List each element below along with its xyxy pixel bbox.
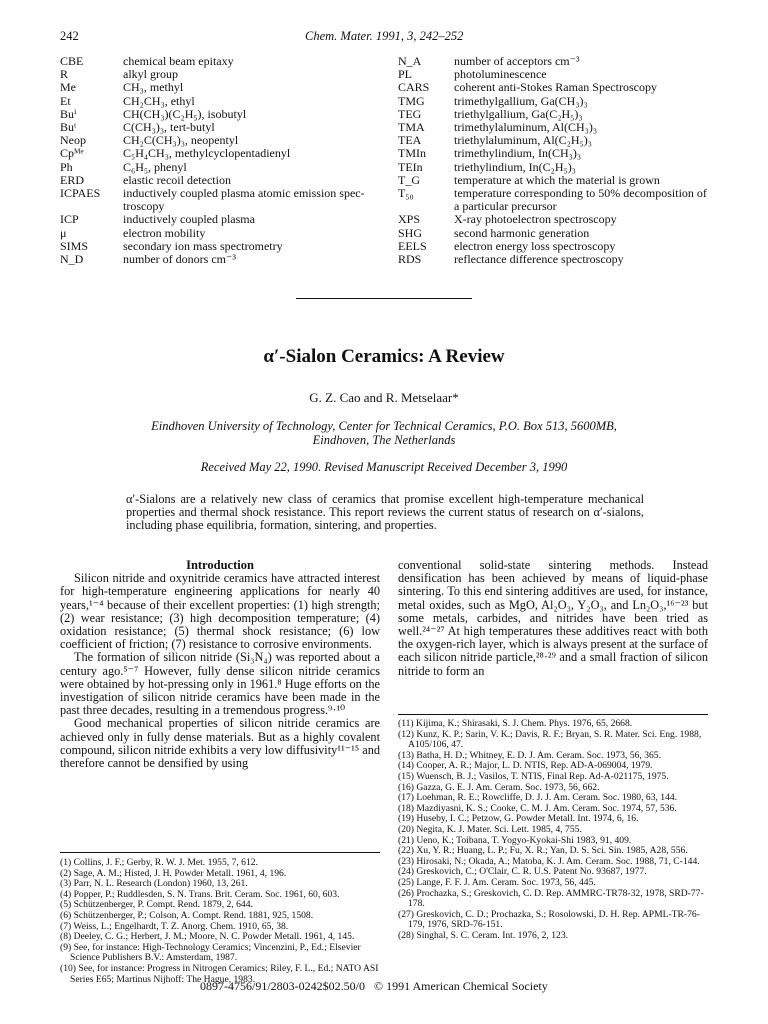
footnote: (19) Huseby, I. C.; Petzow, G. Powder Metall. Int. 1974, 6, 16. (398, 813, 639, 825)
abbreviation-definition: temperature at which the material is grown (454, 172, 660, 187)
abbreviation-row (60, 227, 380, 240)
affiliation-line-1: Eindhoven University of Technology, Center for Technical Ceramics, P.O. Box 513, 5600MB, (151, 419, 617, 433)
abbreviation-row (398, 213, 708, 226)
abbreviation-row (60, 147, 380, 160)
abbreviation-term: T_G (398, 172, 420, 187)
abbreviation-definition: number of acceptors cm⁻³ (454, 54, 580, 68)
abbreviation-term: R (60, 67, 69, 82)
footnote: (22) Xu, Y. R.; Huang, L. P.; Fu, X. R.; Yan, D. S. Sci. Sin. 1985, A28, 556. (398, 845, 688, 857)
footnote: (8) Deeley, C. G.; Herbert, J. M.; Moore, N. C. Powder Metall. 1961, 4, 145. (60, 931, 355, 943)
abbreviation-term: CARS (398, 80, 430, 95)
footnote: (5) Schützenberger, P. Compt. Rend. 1879, 2, 644. (60, 899, 253, 911)
abbreviation-term: N_A (398, 54, 422, 68)
abbreviation-row (60, 213, 380, 226)
abbreviation-definition: elastic recoil detection (123, 172, 231, 187)
abbreviation-definition: electron energy loss spectroscopy (454, 238, 616, 253)
abbreviation-row (398, 227, 708, 240)
abbreviation-row (398, 95, 708, 108)
abbreviation-definition: trimethylgallium, Ga(CH₃)₃ (454, 93, 588, 108)
footnote: (24) Greskovich, C.; O'Clair, C. R. U.S. Patent No. 93687, 1977. (398, 866, 647, 878)
journal-citation: Chem. Mater. 1991, 3, 242–252 (305, 29, 464, 43)
abbreviation-definition: CH₂C(CH₃)₃, neopentyl (123, 133, 239, 148)
abbreviation-term: SHG (398, 225, 423, 240)
body-paragraph: Silicon nitride and oxynitride ceramics have attracted interest for high-temperature engineering applications for nearly 40 years,¹⁻⁴ because of their excellent properties: (1) high strength; (2) wear resistance; (3) high decomposition temperature; (4) oxidation resistance; (5) thermal shock resistance; (6) low coefficient of friction; (7) resistance to corrosive environments. (60, 571, 380, 652)
abbreviation-row (398, 81, 708, 94)
page-footer (200, 979, 620, 994)
abbreviation-definition: alkyl group (123, 67, 178, 82)
abbreviation-definition: trimethylaluminum, Al(CH₃)₃ (454, 120, 598, 135)
abbreviation-term: Neop (60, 133, 86, 148)
abbreviation-term: Buᵗ (60, 120, 77, 135)
body-paragraph: The formation of silicon nitride (Si₃N₄) was reported about a century ago.⁵⁻⁷ However, fully dense silicon nitride ceramics were obtained by hot-pressing only in 1961.⁸ Huge efforts on the investigation of silicon nitride ceramics have been made in the past three decades, resulting in a tremendous progress.⁹·¹⁰ (60, 650, 380, 718)
abbreviation-term: CBE (60, 54, 84, 68)
abbreviation-term: TMIn (398, 146, 426, 161)
abbreviation-row (60, 68, 380, 81)
abbreviation-term: Et (60, 93, 71, 108)
abbreviation-term: Me (60, 80, 76, 95)
abbreviation-term: Ph (60, 159, 73, 174)
footnote: (2) Sage, A. M.; Histed, J. H. Powder Metall. 1961, 4, 196. (60, 867, 287, 879)
abbreviation-term: EELS (398, 238, 427, 253)
body-column-right (398, 559, 708, 678)
footnotes-left (60, 852, 380, 985)
abbreviation-definition: triethylindium, In(C₂H₅)₃ (454, 159, 576, 174)
abbreviation-term: ERD (60, 172, 84, 187)
abstract: α′-Sialons are a relatively new class of ceramics that promise excellent high-temperature mechanical properties and thermal shock resistance. This report reviews the current status of research on α′-sialons, including phase equilibria, formation, sintering, and properties. (126, 492, 644, 532)
abbreviation-definition: X-ray photoelectron spectroscopy (454, 212, 617, 227)
footnote: (1) Collins, J. F.; Gerby, R. W. J. Met. 1955, 7, 612. (60, 857, 258, 868)
abbreviation-definition: C₆H₅, phenyl (123, 159, 187, 174)
abbreviation-term: μ (60, 225, 67, 240)
abbreviation-term: Cpᴹᵉ (60, 146, 84, 161)
abbreviation-list-left (60, 55, 380, 266)
abbreviation-definition: coherent anti-Stokes Raman Spectroscopy (454, 80, 657, 95)
abbreviation-row (60, 253, 380, 266)
abbreviation-term: TEA (398, 133, 422, 148)
body-paragraph: conventional solid-state sintering methods. Instead densification has been achieved by means of liquid-phase sintering. To this end sintering additives are used, for instance, metal oxides, such as MgO, Al₂O₃, Y₂O₃, and Ln₂O₃,¹⁶⁻²³ but some metals, carbides, and nitrides have been tried as well.²⁴⁻²⁷ At high temperatures these additives react with both the oxygen-rich layer, which is always present at the surface of each silicon nitride particle,²⁸·²⁹ and a small fraction of silicon nitride to form an (398, 558, 708, 678)
abbreviation-term: PL (398, 67, 413, 82)
affiliation-line-2: Eindhoven, The Netherlands (312, 433, 456, 447)
abbreviation-term: RDS (398, 252, 422, 267)
footnote: (18) Mazdiyasni, K. S.; Cooke, C. M. J. Am. Ceram. Soc. 1974, 57, 536. (398, 802, 677, 814)
abbreviation-row (398, 147, 708, 160)
abbreviation-row (398, 253, 708, 266)
footnote: (14) Cooper, A. R.; Major, L. D. NTIS, Rep. AD-A-069004, 1979. (398, 760, 653, 772)
abbreviation-definition: reflectance difference spectroscopy (454, 252, 624, 267)
footnote: (6) Schützenberger, P.; Colson, A. Compt. Rend. 1881, 925, 1508. (60, 909, 314, 921)
abbreviation-definition: second harmonic generation (454, 225, 590, 240)
abbreviation-definition: triethylaluminum, Al(C₂H₅)₃ (454, 133, 592, 148)
abbreviation-term: N_D (60, 252, 84, 267)
abbreviation-term: ICPAES (60, 186, 101, 201)
footnote: (16) Gazza, G. E. J. Am. Ceram. Soc. 1973, 56, 662. (398, 781, 600, 793)
abbreviation-definition: inductively coupled plasma atomic emission spec- troscopy (123, 186, 365, 214)
footnote: (4) Popper, P.; Ruddlesden, S. N. Trans. Brit. Ceram. Soc. 1961, 60, 603. (60, 888, 340, 900)
abbreviation-row (398, 187, 708, 213)
copyright: © 1991 American Chemical Society (374, 979, 548, 993)
footnote: (25) Lange, F. F. J. Am. Ceram. Soc. 1973, 56, 445. (398, 876, 596, 888)
abbreviation-row (60, 161, 380, 174)
abbreviation-definition: CH₃, methyl (123, 80, 184, 95)
footnote: (26) Prochazka, S.; Greskovich, C. D. Rep. AMMRC-TR78-32, 1978, SRD-77-178. (398, 887, 704, 910)
section-divider (296, 298, 472, 299)
body-paragraph: Good mechanical properties of silicon nitride ceramics are achieved only in fully dense materials. But as a highly covalent compound, silicon nitride exhibits a very low diffusivity¹¹⁻¹⁵ and therefore cannot be densified by using (60, 716, 380, 771)
footnote: (9) See, for instance: High-Technology Ceramics; Vincenzini, P., Ed.; Elsevier Science Publishers B.V.: Amsterdam, 1987. (60, 941, 361, 964)
abbreviation-definition: chemical beam epitaxy (123, 54, 234, 68)
abbreviation-definition: C₅H₄CH₃, methylcyclopentadienyl (123, 146, 291, 161)
section-heading-introduction: Introduction (186, 558, 254, 572)
received-dates: Received May 22, 1990. Revised Manuscript Received December 3, 1990 (200, 460, 568, 474)
abbreviation-row (398, 161, 708, 174)
abbreviation-definition: triethylgallium, Ga(C₂H₅)₃ (454, 106, 583, 121)
abbreviation-term: ICP (60, 212, 79, 227)
footnote: (12) Kunz, K. P.; Sarin, V. K.; Davis, R. F.; Bryan, S. R. Mater. Sci. Eng. 1988, A105/106, 47. (398, 728, 702, 751)
body-column-left (60, 559, 380, 770)
abbreviation-term: T₅₀ (398, 186, 414, 201)
abbreviation-row (60, 81, 380, 94)
footnote: (3) Parr, N. L. Research (London) 1960, 13, 261. (60, 878, 248, 890)
abbreviation-term: XPS (398, 212, 421, 227)
abbreviation-term: SIMS (60, 238, 89, 253)
abbreviation-definition: CH(CH₃)(C₂H₅), isobutyl (123, 106, 247, 121)
abbreviation-row (60, 187, 380, 213)
article-title: α′-Sialon Ceramics: A Review (263, 346, 505, 367)
page-number: 242 (60, 29, 79, 43)
footnote: (23) Hirosaki, N.; Okada, A.; Matoba, K. J. Am. Ceram. Soc. 1988, 71, C-144. (398, 855, 700, 867)
footnote: (13) Batha, H. D.; Whitney, E. D. J. Am. Ceram. Soc. 1973, 56, 365. (398, 749, 661, 761)
abbreviation-definition: temperature corresponding to 50% decomposition of a particular precursor (454, 186, 707, 214)
abbreviation-term: TEIn (398, 159, 423, 174)
affiliation (0, 419, 768, 447)
footnote: (7) Weiss, L.; Engelhardt, T. Z. Anorg. Chem. 1910, 65, 38. (60, 920, 289, 932)
abbreviation-list-right (398, 55, 708, 266)
footnote: (17) Loehman, R. E.; Rowcliffe, D. J. J. Am. Ceram. Soc. 1980, 63, 144. (398, 792, 678, 804)
abbreviation-definition: inductively coupled plasma (123, 212, 255, 227)
abbreviation-row (60, 95, 380, 108)
abbreviation-row (60, 55, 380, 68)
footnotes-right (398, 714, 708, 941)
abbreviation-definition: trimethylindium, In(CH₃)₃ (454, 146, 582, 161)
abbreviation-term: TMA (398, 120, 425, 135)
footnote: (28) Singhal, S. C. Ceram. Int. 1976, 2, 123. (398, 929, 569, 941)
abbreviation-definition: C(CH₃)₃, tert-butyl (123, 120, 215, 135)
abbreviation-definition: number of donors cm⁻³ (123, 252, 236, 267)
abbreviation-definition: CH₂CH₃, ethyl (123, 93, 195, 108)
article-code: 0897-4756/91/2803-0242$02.50/0 (200, 979, 365, 993)
abbreviation-row (398, 55, 708, 68)
abbreviation-definition: secondary ion mass spectrometry (123, 238, 283, 253)
abbreviation-definition: electron mobility (123, 225, 206, 240)
abbreviation-definition: photoluminescence (454, 67, 547, 82)
footnote: (20) Negita, K. J. Mater. Sci. Lett. 1985, 4, 755. (398, 823, 582, 835)
abbreviation-term: Buⁱ (60, 106, 77, 121)
abbreviation-term: TMG (398, 93, 425, 108)
footnote: (10) See, for instance: Progress in Nitrogen Ceramics; Riley, F. L., Ed.; NATO ASI Series E65; Martinus Nijhoff: The Hague, 1983. (60, 962, 379, 985)
footnote: (21) Ueno, K.; Toibana, T. Yogyo-Kyokai-Shi 1983, 91, 409. (398, 834, 632, 846)
article-authors: G. Z. Cao and R. Metselaar* (309, 390, 459, 405)
page-header (60, 29, 708, 45)
footnote: (15) Wuensch, B. J.; Vasilos, T. NTIS, Final Rep. Ad-A-021175, 1975. (398, 770, 669, 782)
footnote: (27) Greskovich, C. D.; Prochazka, S.; Rosolowski, D. H. Rep. APML-TR-76-179, 1976, SRD-76-151. (398, 908, 700, 931)
footnote: (11) Kijima, K.; Shirasaki, S. J. Chem. Phys. 1976, 65, 2668. (398, 718, 633, 729)
abbreviation-term: TEG (398, 106, 422, 121)
abbreviation-row (60, 108, 380, 121)
